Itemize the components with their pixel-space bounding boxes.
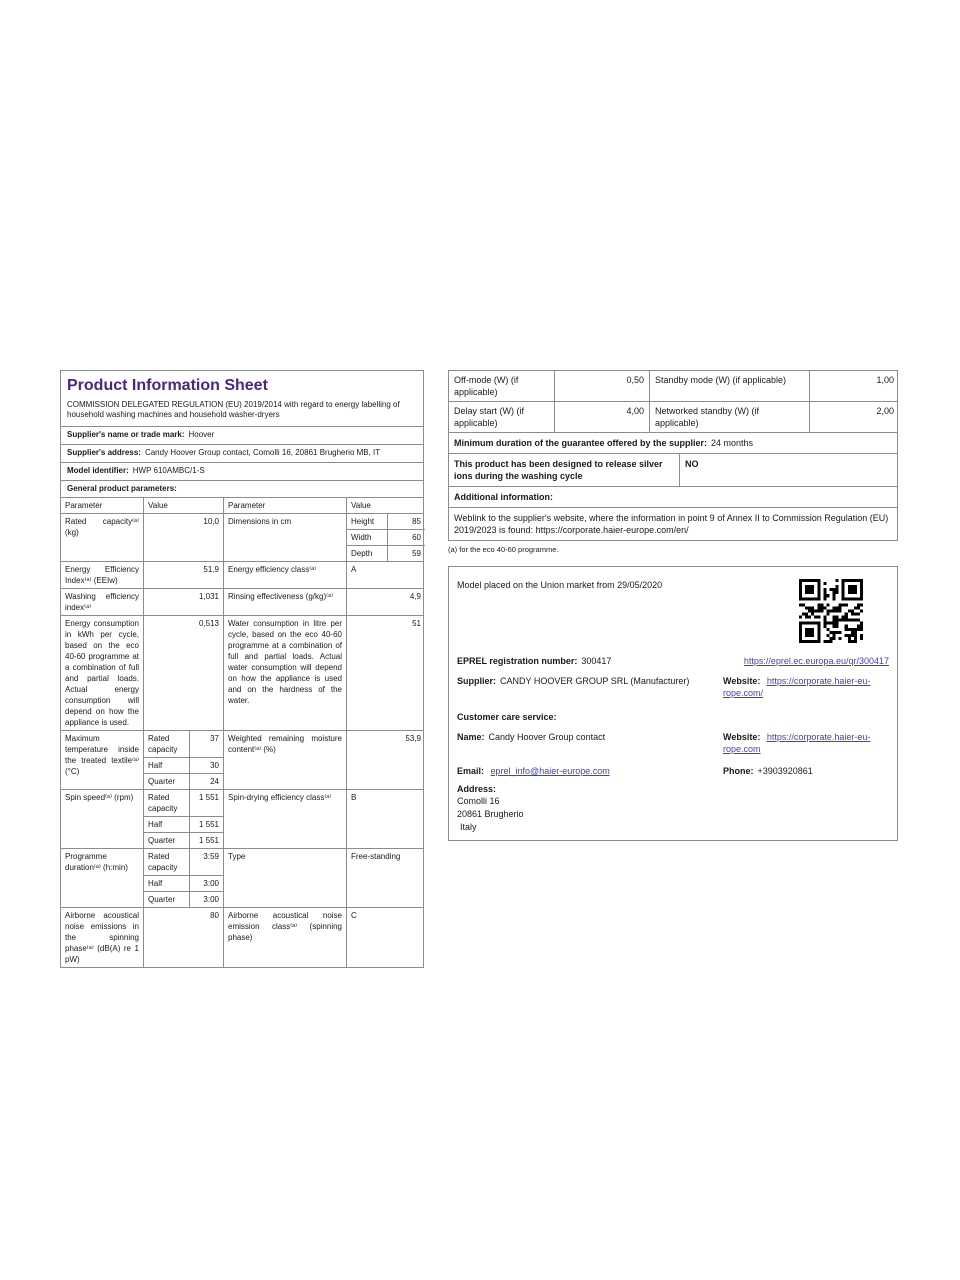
- power-row-offmode: [449, 371, 897, 401]
- care-name: [457, 731, 605, 743]
- table-row-spin-speed: [61, 789, 423, 848]
- param-label: Maximum temperature inside the treated textile⁽ᵃ⁾ (°C): [65, 734, 139, 777]
- param-label: Networked standby (W) (if applicable): [649, 402, 809, 432]
- dim-key: Width: [347, 529, 387, 545]
- param-value: 4,9: [346, 589, 425, 615]
- weblink-row: [449, 507, 897, 540]
- param-value: 10,0: [143, 514, 223, 561]
- model-identifier-value: HWP 610AMBC/1-S: [132, 465, 205, 475]
- param-value: 2,00: [809, 402, 899, 432]
- weblink-text: Weblink to the supplier's website, where the information in point 9 of Annex II to Commission Regulation (EU) 2019/2023 is found:: [454, 513, 889, 535]
- address-block: [457, 783, 524, 834]
- header-parameter-2: Parameter: [223, 498, 346, 513]
- param-label: Off-mode (W) (if applicable): [454, 375, 519, 397]
- care-email: [457, 765, 610, 777]
- supplier-website-link[interactable]: https://corporate.haier-eu- rope.com/: [723, 676, 871, 698]
- param-value: 0,513: [143, 616, 223, 730]
- param-label: Spin speed⁽ᵃ⁾ (rpm): [65, 793, 134, 803]
- model-identifier-label: Model identifier:: [67, 465, 129, 475]
- phone-label: Phone:: [723, 766, 754, 776]
- care-phone: [723, 765, 813, 777]
- regulation-subtitle: COMMISSION DELEGATED REGULATION (EU) 2019/2014 with regard to energy labelling of household washing machines and household washer-dryers: [67, 399, 400, 420]
- sub-key: Half: [144, 757, 189, 773]
- additional-info-heading: Additional information:: [449, 486, 897, 507]
- param-label: Programme duration⁽ᵃ⁾ (h:min): [65, 852, 128, 873]
- dim-value: 85: [387, 514, 425, 529]
- guarantee-label: Minimum duration of the guarantee offered by the supplier:: [454, 438, 708, 448]
- param-value: 51,9: [143, 562, 223, 588]
- param-label: Washing efficiency index⁽ᵃ⁾: [65, 592, 139, 613]
- param-value: C: [346, 908, 425, 967]
- sub-key: Quarter: [144, 891, 189, 907]
- table-row-duration: [61, 848, 423, 907]
- sub-value: 30: [189, 757, 223, 773]
- supplier-name-value: Hoover: [188, 430, 215, 440]
- param-label: Water consumption in litre per cycle, based on the eco 40-60 programme at a combination of full and partial loads. Actual water consumption will depend on how the appliance is used and on the hardness of the water.: [223, 616, 346, 730]
- sub-key: Half: [144, 816, 189, 832]
- param-value: B: [346, 790, 425, 848]
- sub-value: 3:00: [189, 875, 223, 891]
- name-value: Candy Hoover Group contact: [488, 732, 606, 742]
- care-website: [723, 731, 899, 755]
- supplier-name-label: Supplier's name or trade mark:: [67, 430, 185, 440]
- sub-key: Quarter: [144, 773, 189, 789]
- param-value: 51: [346, 616, 425, 730]
- table-row-capacity: [61, 513, 423, 561]
- param-value: 1,00: [809, 371, 899, 401]
- sub-value: 3:59: [189, 849, 223, 875]
- customer-care-heading: Customer care service:: [457, 712, 557, 722]
- right-column: [448, 370, 898, 841]
- dim-value: 60: [387, 529, 425, 545]
- table-row-energy: [61, 615, 423, 730]
- header-parameter-1: Parameter: [65, 501, 103, 511]
- supplier-address-row: [60, 445, 424, 463]
- eprel-registration: [457, 655, 611, 667]
- product-information-sheet: [60, 370, 424, 968]
- param-label: Weighted remaining moisture content⁽ᵃ⁾ (%): [223, 731, 346, 789]
- sub-value: 24: [189, 773, 223, 789]
- title-section: [60, 370, 424, 427]
- general-parameters-table: [60, 498, 424, 968]
- header-value-1: Value: [143, 498, 223, 513]
- care-website-link[interactable]: https://corporate.haier-eu- rope.com: [723, 732, 871, 754]
- eprel-value: 300417: [581, 656, 612, 666]
- param-label: Rated capacity⁽ᵃ⁾ (kg): [65, 517, 139, 538]
- page-title: Product Information Sheet: [67, 377, 268, 394]
- param-label: Type: [223, 849, 346, 907]
- address-line: Italy: [460, 822, 477, 832]
- sub-value: 1 551: [189, 790, 223, 816]
- silver-ions-value: NO: [679, 454, 897, 486]
- duration-subtable: [143, 849, 223, 907]
- silver-ions-row: [449, 453, 897, 486]
- address-label: Address:: [457, 784, 497, 794]
- address-line: 20861 Brugherio: [457, 809, 524, 819]
- supplier-address-label: Supplier's address:: [67, 447, 141, 457]
- email-label: Email:: [457, 766, 485, 776]
- guarantee-row: [449, 432, 897, 453]
- param-value: Free-standing: [346, 849, 425, 907]
- email-link[interactable]: eprel_info@haier-europe.com: [490, 766, 610, 776]
- supplier-manufacturer: [457, 675, 689, 687]
- sub-value: 1 551: [189, 832, 223, 848]
- param-value: 1,031: [143, 589, 223, 615]
- table-row-noise: [61, 907, 423, 967]
- param-value: 80: [143, 908, 223, 967]
- sub-key: Half: [144, 875, 189, 891]
- silver-ions-label: This product has been designed to release silver ions during the washing cycle: [454, 459, 663, 481]
- supplier-website: [723, 675, 899, 699]
- eprel-label: EPREL registration number:: [457, 656, 578, 666]
- spin-speed-subtable: [143, 790, 223, 848]
- param-label: Rinsing effectiveness (g/kg)⁽ᵃ⁾: [223, 589, 346, 615]
- dim-key: Height: [351, 517, 375, 527]
- dim-value: 59: [387, 545, 425, 561]
- dim-key: Depth: [347, 545, 387, 561]
- sub-key: Rated capacity: [148, 852, 178, 873]
- eprel-contact-box: [448, 566, 898, 841]
- footnote-a: (a) for the eco 40-60 programme.: [448, 545, 559, 554]
- model-identifier-row: [60, 463, 424, 481]
- qr-code: [799, 579, 863, 643]
- website-label: Website:: [723, 676, 761, 686]
- phone-value: +3903920861: [757, 766, 813, 776]
- param-value: 0,50: [554, 371, 649, 401]
- table-header-row: [61, 498, 423, 513]
- address-line: Comolli 16: [457, 796, 500, 806]
- table-row-eei: [61, 561, 423, 588]
- dimensions-subtable: [346, 514, 425, 561]
- param-value: 53,9: [346, 731, 425, 789]
- table-row-temperature: [61, 730, 423, 789]
- supplier-address-value: Candy Hoover Group contact, Comolli 16, 20861 Brugherio MB, IT: [144, 447, 381, 457]
- general-parameters-heading: General product parameters:: [60, 481, 424, 499]
- eprel-qr-link[interactable]: https://eprel.ec.europa.eu/qr/300417: [743, 656, 889, 666]
- supplier-label: Supplier:: [457, 676, 497, 686]
- temperature-subtable: [143, 731, 223, 789]
- guarantee-value: 24 months: [711, 438, 754, 448]
- param-label: Standby mode (W) (if applicable): [649, 371, 809, 401]
- param-value: 4,00: [554, 402, 649, 432]
- sub-value: 3:00: [189, 891, 223, 907]
- power-modes-table: [448, 370, 898, 541]
- sub-key: Rated capacity: [148, 793, 178, 814]
- sub-key: Quarter: [144, 832, 189, 848]
- sub-value: 37: [189, 731, 223, 757]
- supplier-value: CANDY HOOVER GROUP SRL (Manufacturer): [500, 676, 690, 686]
- supplier-name-row: [60, 427, 424, 445]
- param-label: Dimensions in cm: [223, 514, 346, 561]
- name-label: Name:: [457, 732, 485, 742]
- market-date-text: Model placed on the Union market from 29/05/2020: [457, 580, 663, 590]
- sub-key: Rated capacity: [148, 734, 178, 755]
- param-label: Airborne acoustical noise emission class⁽ᵃ⁾ (spinning phase): [223, 908, 346, 967]
- param-label: Delay start (W) (if applicable): [454, 406, 525, 428]
- param-label: Energy efficiency class⁽ᵃ⁾: [223, 562, 346, 588]
- weblink-url: https://corporate.haier-europe.com/en/: [535, 525, 689, 535]
- power-row-delay: [449, 401, 897, 432]
- param-label: Airborne acoustical noise emissions in the spinning phase⁽ᵃ⁾ (dB(A) re 1 pW): [65, 911, 139, 965]
- param-label: Energy Efficiency Index⁽ᵃ⁾ (EEIw): [65, 565, 139, 586]
- website-label: Website:: [723, 732, 761, 742]
- header-value-2: Value: [346, 498, 425, 513]
- param-value: A: [346, 562, 425, 588]
- sub-value: 1 551: [189, 816, 223, 832]
- param-label: Spin-drying efficiency class⁽ᵃ⁾: [223, 790, 346, 848]
- table-row-washing: [61, 588, 423, 615]
- param-label: Energy consumption in kWh per cycle, based on the eco 40-60 programme at a combination of full and partial loads. Actual energy consumption will depend on how the appliance is used.: [65, 619, 139, 728]
